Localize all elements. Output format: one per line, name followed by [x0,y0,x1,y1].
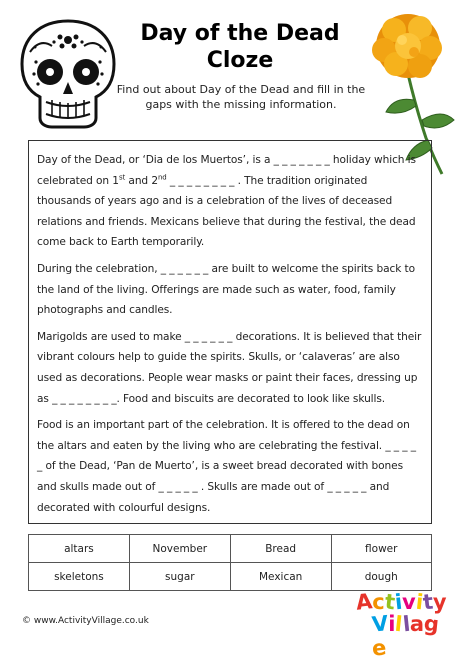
word-bank-cell: sugar [129,563,230,591]
logo-letter: l [401,611,412,637]
word-bank-cell: Mexican [230,563,331,591]
paragraph-1: Day of the Dead, or ‘Dia de los Muertos’, is a _ _ _ _ _ _ _ holiday which is celebrated on 1st and 2nd _ _ _ _ _ _ _ _ . The tradition originated thousands of years ago and is a celebration of the lives of deceased relations and friends. Mexicans believe that during the festival, the dead come back to Earth temporarily. [37,154,416,249]
logo-letter: i [414,589,425,615]
logo-line-1 [356,590,447,614]
word-bank-table [28,534,432,591]
paragraph-2: During the celebration, _ _ _ _ _ _ are built to welcome the spirits back to the land of the living. Offerings are made such as water, food, family photographs and candles. [37,262,415,317]
activity-village-logo[interactable] [350,588,450,661]
logo-letter: i [388,612,396,636]
word-bank-cell: skeletons [29,563,130,591]
word-bank-cell: flower [331,535,432,563]
title-line-2: Cloze [206,48,274,73]
logo-letter: c [372,590,385,614]
logo-letter: l [394,611,404,637]
title-line-1: Day of the Dead [140,21,340,46]
copyright-link[interactable]: © www.ActivityVillage.co.uk [22,616,149,626]
sugar-skull-icon [18,18,118,130]
logo-letter: t [383,589,396,615]
logo-letter: g [422,611,441,637]
word-bank-cell: November [129,535,230,563]
word-bank-row [29,535,432,563]
word-bank-row [29,563,432,591]
logo-letter: a [409,612,425,636]
instructions: Find out about Day of the Dead and fill in the gaps with the missing information. [116,83,366,111]
logo-letter: i [393,589,404,615]
logo-line-2 [372,612,450,660]
logo-letter: V [370,611,390,637]
logo-letter: v [401,590,416,614]
page-title [120,20,360,74]
word-bank-cell: altars [29,535,130,563]
logo-letter: e [370,635,388,661]
logo-letter: A [354,589,374,615]
paragraph-3: Marigolds are used to make _ _ _ _ _ _ decorations. It is believed that their vibrant colours help to guide the spirits. Skulls, or ‘calaveras’ are also used as decorations. People wear masks or paint their faces, dressing up as _ _ _ _ _ _ _ _. Food and biscuits are decorated to look like skulls. [37,330,422,405]
logo-letter: t [421,589,435,615]
paragraph-4: Food is an important part of the celebration. It is offered to the dead on the altars and eaten by the living who are celebrating the festival. _ _ _ _ _ of the Dead, ‘Pan de Muerto’, is a sweet bread decorated with bones and skulls made out of _ _ _ _ _ . Skulls are made out of _ _ _ _ _ and decorated with colourful designs. [37,419,416,514]
logo-letter: y [432,590,447,614]
word-bank-cell: Bread [230,535,331,563]
word-bank-cell: dough [331,563,432,591]
cloze-passage [28,140,432,524]
